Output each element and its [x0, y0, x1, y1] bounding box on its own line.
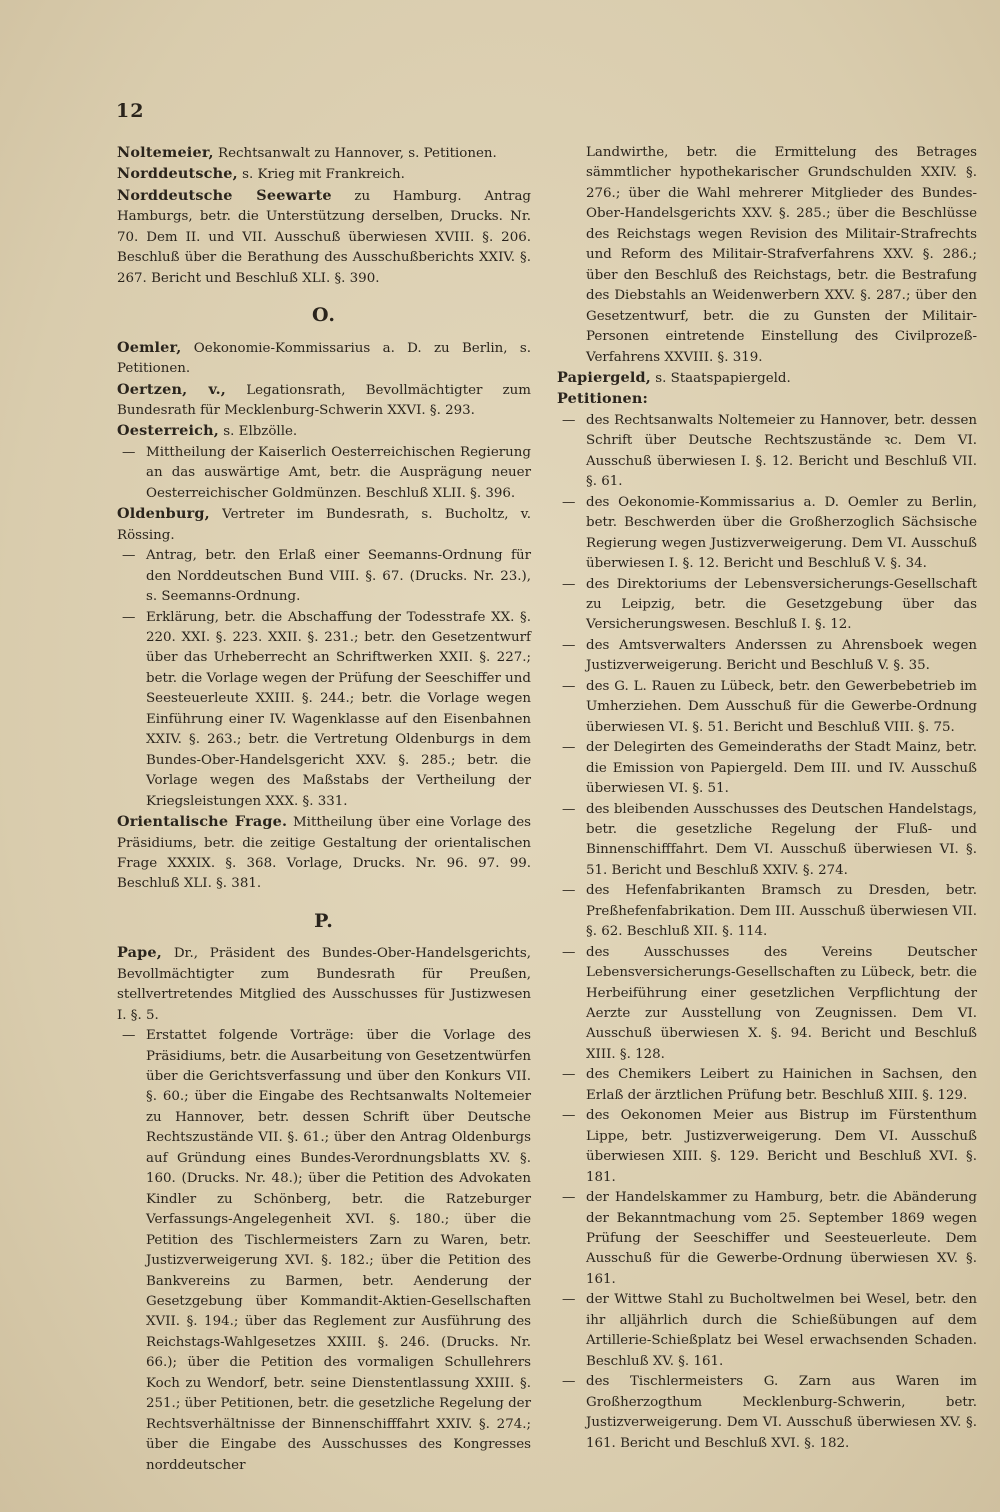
continued-text — [557, 143, 977, 368]
entry-text: Dr., Präsident des Bundes-Ober-Handelsgerichts, Bevollmächtigter zum Bundesrath für Preußen, stellvertretendes Mitglied des Ausschusses für Justizwesen I. §. 5. — [117, 946, 531, 1023]
entry-headword: Norddeutsche Seewarte — [117, 186, 332, 204]
petition-text: des Rechtsanwalts Noltemeier zu Hannover, betr. dessen Schrift über Deutsche Rechtszustände ꝛc. Dem VI. Ausschuß überwiesen I. §. 12. Bericht und Beschluß VII. §. 61. — [586, 412, 977, 490]
petition-text: des Oekonomen Meier aus Bistrup im Fürstenthum Lippe, betr. Justizverweigerung. Dem VI. Ausschuß überwiesen XIII. §. 129. Bericht und Beschluß XVI. §. 181. — [586, 1108, 977, 1185]
continued-entry-text: Landwirthe, betr. die Ermittelung des Betrages sämmtlicher hypothekarischer Grundschulden XXIV. §. 276.; über die Wahl mehrerer Mitglieder des Bundes-Ober-Handelsgerichts XXV. §. 285.; über die Beschlüsse des Reichstags wegen Revision des Militair-Strafrechts und Reform des Militair-Strafverfahrens XXV. §. 286.; über den Beschluß des Reichstags, betr. die Bestrafung des Diebstahls an Weidenwerbern XXV. §. 287.; über den Gesetzentwurf, betr. die zu Gunsten der Militair-Personen eintretende Einstellung des Civilprozeß-Verfahrens XXVIII. §. 319. — [586, 145, 977, 365]
sub-entry-text: Erklärung, betr. die Abschaffung der Todesstrafe XX. §. 220. XXI. §. 223. XXII. §. 231.; betr. den Gesetzentwurf über das Urheberrecht an Schriftwerken XXII. §. 227.; betr. die Vorlage wegen der Prüfung der Seeschiffer und Seesteuerleute XXIII. §. 244.; betr. die Vorlage wegen Einführung einer IV. Wagenklasse auf den Eisenbahnen XXIV. §. 263.; betr. die Vertretung Oldenburgs in dem Bundes-Ober-Handelsgericht XXV. §. 285.; betr. die Vorlage wegen des Maßstabs der Vertheilung der Kriegsleistungen XXX. §. 331. — [146, 609, 531, 809]
petition-item — [557, 636, 977, 677]
entry-headword: Oemler, — [117, 338, 182, 356]
dash: — — [122, 609, 136, 625]
dash: — — [562, 1190, 576, 1206]
entry-text: s. Elbzölle. — [219, 424, 298, 440]
petition-text: des Oekonomie-Kommissarius a. D. Oemler zu Berlin, betr. Beschwerden über die Großherzoglich Sächsische Regierung wegen Justizverweigerung. Dem VI. Ausschuß überwiesen I. §. 12. Bericht und Beschluß V. §. 34. — [586, 494, 977, 572]
section-letter-o: O. — [311, 304, 337, 327]
entry-headword: Oertzen, v., — [117, 380, 227, 398]
dash: — — [122, 548, 136, 564]
index-entry-oertzen — [117, 380, 531, 422]
dash: — — [562, 1374, 576, 1390]
dash: — — [562, 1292, 576, 1308]
petition-text: des Hefenfabrikanten Bramsch zu Dresden, betr. Preßhefenfabrikation. Dem III. Ausschuß überwiesen VII. §. 62. Beschluß XII. §. 114. — [586, 883, 977, 940]
petition-text: der Wittwe Stahl zu Bucholtwelmen bei Wesel, betr. den ihr alljährlich durch die Schießübungen auf dem Artillerie-Schießplatz bei Wesel erwachsenden Schaden. Beschluß XV. §. 161. — [586, 1292, 977, 1369]
dash: — — [562, 494, 576, 510]
entry-headword: Pape, — [117, 944, 162, 962]
petition-text: des G. L. Rauen zu Lübeck, betr. den Gewerbebetrieb im Umherziehen. Dem Ausschuß für die Gewerbe-Ordnung überwiesen VI. §. 51. Bericht und Beschluß VIII. §. 75. — [586, 678, 977, 735]
index-entry-seewarte — [117, 186, 531, 289]
entry-headword: Orientalische Frage. — [117, 813, 288, 831]
entry-text: Vertreter im Bundesrath, s. Bucholtz, v. Rössing. — [117, 507, 531, 543]
dash: — — [562, 412, 576, 428]
sub-entry-text: Erstattet folgende Vorträge: über die Vorlage des Präsidiums, betr. die Ausarbeitung von Gesetzentwürfen über die Gerichtsverfassung und über den Konkurs VII. §. 60.; über die Eingabe des Rechtsanwalts Noltemeier zu Hannover, betr. dessen Schrift über Deutsche Rechtszustände VII. §. 61.; über den Antrag Oldenburgs auf Gründung eines Bundes-Verordnungsblatts XV. §. 160. (Drucks. Nr. 48.); über die Petition des Advokaten Kindler zu Schönberg, betr. die Ratzeburger Verfassungs-Angelegenheit XVI. §. 180.; über die Petition des Tischlermeisters Zarn zu Waren, betr. Justizverweigerung XVI. §. 182.; über die Petition des Bankvereins zu Barmen, betr. Aenderung der Gesetzgebung über Kommandit-Aktien-Gesellschaften XVII. §. 194.; über das Reglement zur Ausführung des Reichstags-Wahlgesetzes XXIII. §. 246. (Drucks. Nr. 66.); über die Petition des vormaligen Schullehrers Koch zu Wendorf, betr. seine Dienstentlassung XXIII. §. 251.; über Petitionen, betr. die gesetzliche Regelung der Rechtsverhältnisse der Binnenschifffahrt XXIV. §. 274.; über die Eingabe des Ausschusses des Kongresses norddeutscher — [146, 1028, 531, 1473]
dash: — — [562, 678, 576, 694]
index-entry-papiergeld — [557, 368, 977, 389]
petition-item — [557, 411, 977, 493]
petition-item — [557, 1290, 977, 1372]
petition-item — [557, 1065, 977, 1106]
index-entry-oemler — [117, 338, 531, 380]
petition-text: des Tischlermeisters G. Zarn aus Waren im Großherzogthum Mecklenburg-Schwerin, betr. Justizverweigerung. Dem VI. Ausschuß überwiesen XV. §. 161. Bericht und Beschluß XVI. §. 182. — [586, 1374, 977, 1451]
dash: — — [562, 944, 576, 960]
sub-entry — [117, 443, 531, 504]
entry-text: Rechtsanwalt zu Hannover, s. Petitionen. — [213, 146, 497, 161]
petition-item — [557, 493, 977, 575]
dash: — — [562, 576, 576, 592]
entry-headword: Noltemeier, — [117, 144, 214, 161]
entry-text: s. Krieg mit Frankreich. — [237, 167, 405, 183]
dash: — — [562, 883, 576, 899]
sub-entry-text: Antrag, betr. den Erlaß einer Seemanns-Ordnung für den Norddeutschen Bund VIII. §. 67. (Drucks. Nr. 23.), s. Seemanns-Ordnung. — [146, 548, 531, 605]
index-entry-orientalische-frage — [117, 812, 531, 895]
sub-entry — [117, 1026, 531, 1476]
entry-text: zu Hamburg. Antrag Hamburgs, betr. die Unterstützung derselben, Drucks. Nr. 70. Dem II. und VII. Ausschuß überwiesen XVIII. §. 206. Beschluß über die Berathung des Ausschußberichts XXIV. §. 267. Bericht und Beschluß XLI. §. 390. — [117, 188, 531, 286]
dash: — — [562, 740, 576, 756]
petition-item — [557, 800, 977, 882]
petition-text: der Delegirten des Gemeinderaths der Stadt Mainz, betr. die Emission von Papiergeld. Dem III. und IV. Ausschuß überwiesen VI. §. 51. — [586, 740, 977, 797]
index-entry-petitionen — [557, 389, 977, 410]
petition-item — [557, 1188, 977, 1290]
index-entry-pape — [117, 943, 531, 1026]
entry-text: Oekonomie-Kommissarius a. D. zu Berlin, s. Petitionen. — [117, 340, 531, 377]
petition-item — [557, 677, 977, 738]
entry-headword: Oesterreich, — [117, 422, 220, 440]
dash: — — [562, 801, 576, 817]
dash: — — [562, 1108, 576, 1124]
dash: — — [122, 444, 136, 460]
left-column — [117, 143, 531, 1476]
section-letter-p: P. — [314, 909, 334, 932]
petition-item — [557, 1106, 977, 1188]
entry-text: Mittheilung über eine Vorlage des Präsidiums, betr. die zeitige Gestaltung der orientalischen Frage XXXIX. §. 368. Vorlage, Drucks. Nr. 96. 97. 99. Beschluß XLI. §. 381. — [117, 815, 531, 892]
entry-headword: Papiergeld, — [557, 368, 651, 386]
sub-entry — [117, 546, 531, 607]
petition-text: des Amtsverwalters Anderssen zu Ahrensboek wegen Justizverweigerung. Bericht und Beschluß V. §. 35. — [586, 637, 977, 674]
index-entry-oesterreich — [117, 421, 531, 442]
petition-item — [557, 738, 977, 799]
page-number: 12 — [116, 100, 145, 122]
index-entry-norddeutsche — [117, 164, 531, 185]
right-column — [557, 143, 977, 1454]
entry-text: Legationsrath, Bevollmächtigter zum Bundesrath für Mecklenburg-Schwerin XXVI. §. 293. — [117, 382, 531, 418]
sub-entry — [117, 608, 531, 813]
dash: — — [122, 1028, 136, 1044]
petition-item — [557, 1372, 977, 1454]
petition-text: des Ausschusses des Vereins Deutscher Lebensversicherungs-Gesellschaften zu Lübeck, betr. die Herbeiführung einer gesetzlichen Verpflichtung der Aerzte zur Ausstellung von Zeugnissen. Dem VI. Ausschuß überwiesen X. §. 94. Bericht und Beschluß XIII. §. 128. — [586, 944, 977, 1062]
petition-text: der Handelskammer zu Hamburg, betr. die Abänderung der Bekanntmachung vom 25. September 1869 wegen Prüfung der Seeschiffer und Seesteuerleute. Dem Ausschuß für die Gewerbe-Ordnung überwiesen XV. §. 161. — [586, 1190, 977, 1287]
petition-item — [557, 881, 977, 942]
dash: — — [562, 1067, 576, 1083]
entry-headword: Oldenburg, — [117, 505, 210, 523]
petition-text: des Chemikers Leibert zu Hainichen in Sachsen, den Erlaß der ärztlichen Prüfung betr. Beschluß XIII. §. 129. — [586, 1067, 977, 1103]
petition-item — [557, 943, 977, 1066]
entry-headword: Norddeutsche, — [117, 165, 238, 183]
entry-text: s. Staatspapiergeld. — [650, 370, 791, 386]
petition-item — [557, 575, 977, 636]
entry-headword: Petitionen: — [557, 390, 649, 408]
petition-text: des bleibenden Ausschusses des Deutschen Handelstags, betr. die gesetzliche Regelung der Fluß- und Binnenschifffahrt. Dem VI. Ausschuß überwiesen VI. §. 51. Bericht und Beschluß XXIV. §. 274. — [586, 801, 977, 878]
index-entry-noltemeier — [117, 143, 531, 164]
index-entry-oldenburg — [117, 504, 531, 546]
sub-entry-text: Mittheilung der Kaiserlich Oesterreichischen Regierung an das auswärtige Amt, betr. die Ausprägung neuer Oesterreichischer Goldmünzen. Beschluß XLII. §. 396. — [146, 444, 531, 501]
dash: — — [562, 637, 576, 653]
petition-text: des Direktoriums der Lebensversicherungs-Gesellschaft zu Leipzig, betr. die Gesetzgebung über das Versicherungswesen. Beschluß I. §. 12. — [586, 576, 977, 633]
